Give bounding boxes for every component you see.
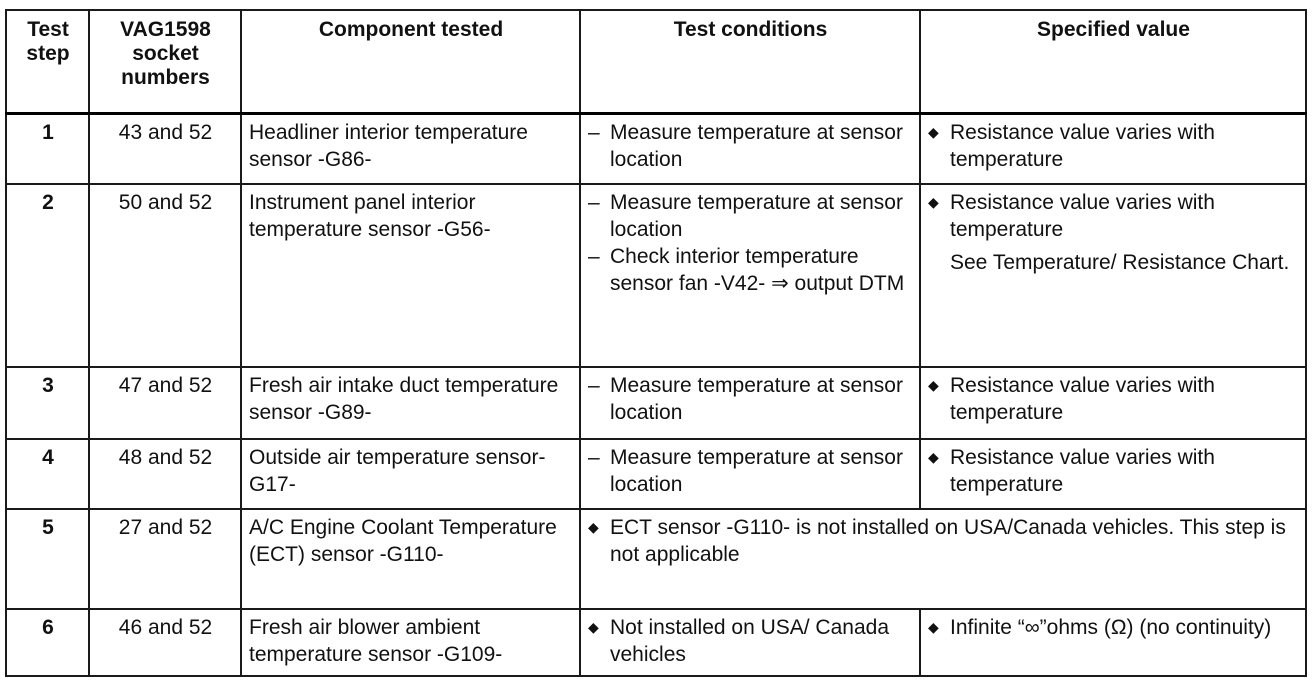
table-row: [6, 439, 1306, 509]
specified-value: [920, 367, 1306, 439]
condition-item: – Check interior temperature sensor fan -V42- ⇒ output DTM: [588, 245, 905, 295]
header-component-tested: Component tested: [241, 10, 580, 113]
socket-numbers: 46 and 52: [89, 609, 241, 676]
step-number: 2: [6, 184, 89, 367]
header-test-step: Test step: [6, 10, 89, 113]
test-table: [5, 9, 1307, 677]
socket-numbers: 43 and 52: [89, 113, 241, 184]
table-row: [6, 609, 1306, 676]
table-row: [6, 367, 1306, 439]
dash-marker: –: [588, 446, 600, 469]
condition-item: – Measure temperature at sensor location: [588, 191, 903, 241]
value-item: ◆ Resistance value varies with temperature: [928, 191, 1215, 241]
test-condition: [580, 184, 920, 367]
dash-marker: –: [588, 245, 600, 268]
header-test-conditions: Test conditions: [580, 10, 920, 113]
test-condition: [580, 113, 920, 184]
diamond-bullet-icon: ◆: [928, 449, 939, 465]
header-specified-value: Specified value: [920, 10, 1306, 113]
dash-marker: –: [588, 191, 600, 214]
condition-item: ◆ Not installed on USA/ Canada vehicles: [588, 616, 889, 666]
table-row: [6, 184, 1306, 367]
component-name: Outside air temperature sensor-G17-: [241, 439, 580, 509]
step-number: 3: [6, 367, 89, 439]
specified-value: [920, 439, 1306, 509]
step-number: 1: [6, 113, 89, 184]
diamond-bullet-icon: ◆: [928, 377, 939, 393]
chart-reference-note: See Temperature/ Resistance Chart.: [950, 251, 1290, 274]
socket-numbers: 47 and 52: [89, 367, 241, 439]
specified-value: [920, 609, 1306, 676]
diamond-bullet-icon: ◆: [588, 519, 599, 535]
step-number: 4: [6, 439, 89, 509]
test-condition: [580, 439, 920, 509]
specified-value: [920, 113, 1306, 184]
table-row: [6, 509, 1306, 609]
diamond-bullet-icon: ◆: [928, 123, 939, 140]
dash-marker: –: [588, 120, 600, 144]
dash-marker: –: [588, 374, 600, 397]
note-item: ◆ ECT sensor -G110- is not installed on USA/Canada vehicles. This step is not applicable: [588, 516, 1286, 566]
value-item: ◆ Resistance value varies with temperature: [928, 446, 1215, 496]
diamond-bullet-icon: ◆: [928, 619, 939, 635]
condition-item: – Measure temperature at sensor location: [588, 120, 903, 171]
value-item: ◆ Infinite “∞”ohms (Ω) (no continuity): [928, 616, 1272, 639]
step-number: 5: [6, 509, 89, 609]
spec-sheet: [5, 9, 1305, 679]
diamond-bullet-icon: ◆: [928, 194, 939, 210]
value-item: ◆ Resistance value varies with temperature: [928, 120, 1215, 171]
condition-item: – Measure temperature at sensor location: [588, 446, 903, 496]
socket-numbers: 50 and 52: [89, 184, 241, 367]
component-name: Fresh air intake duct temperature sensor -G89-: [241, 367, 580, 439]
specified-value: [920, 184, 1306, 367]
socket-numbers: 48 and 52: [89, 439, 241, 509]
socket-numbers: 27 and 52: [89, 509, 241, 609]
component-name: Fresh air blower ambient temperature sensor -G109-: [241, 609, 580, 676]
component-name: A/C Engine Coolant Temperature (ECT) sensor -G110-: [241, 509, 580, 609]
table-row: [6, 113, 1306, 184]
step-number: 6: [6, 609, 89, 676]
diamond-bullet-icon: ◆: [588, 619, 599, 635]
header-socket-numbers: VAG1598 socket numbers: [89, 10, 241, 113]
test-condition: [580, 367, 920, 439]
test-condition: [580, 609, 920, 676]
value-item: ◆ Resistance value varies with temperature: [928, 374, 1215, 424]
header-row: [6, 10, 1306, 113]
not-applicable-note: [580, 509, 1306, 609]
component-name: Instrument panel interior temperature sensor -G56-: [241, 184, 580, 367]
component-name: Headliner interior temperature sensor -G86-: [241, 113, 580, 184]
condition-item: – Measure temperature at sensor location: [588, 374, 903, 424]
